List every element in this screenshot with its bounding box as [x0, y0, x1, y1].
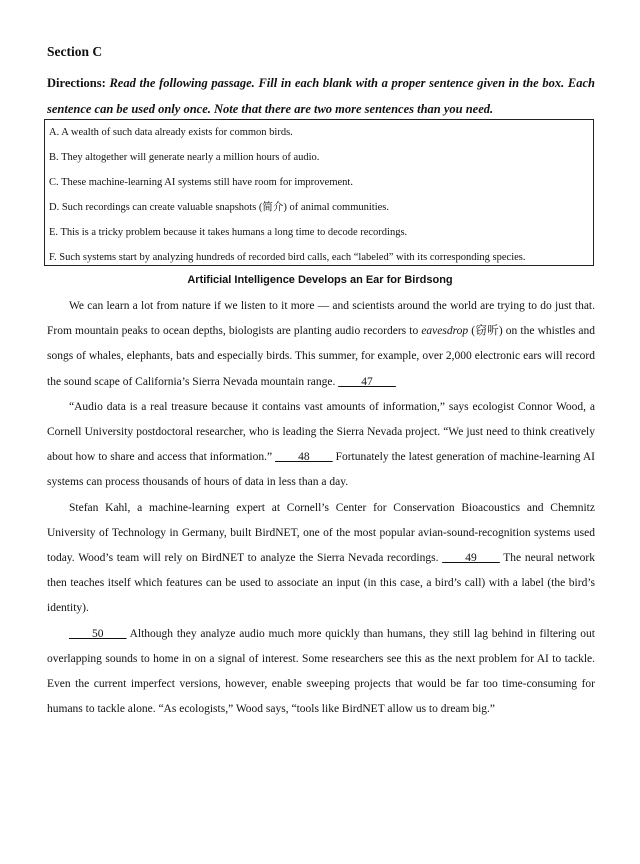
paragraph-4: [47, 622, 595, 723]
option-d: D. Such recordings can create valuable snapshots (简介) of animal communities.: [49, 202, 389, 213]
p2-text-a: “Audio data is a real treasure because it contains vast amounts of information,” says ecologist Connor Wood, a Cornell University postdoctoral researcher, who is leading the Sierra Nevada project. “We just need to think creatively about how to share and access that information.”: [47, 400, 595, 464]
paragraph-3: [47, 496, 595, 622]
blank-47: ____47____: [338, 375, 396, 388]
paragraph-1: [47, 294, 595, 395]
directions: [47, 70, 595, 122]
blank-49: ____49____: [442, 552, 500, 565]
section-title: Section C: [47, 44, 103, 59]
paragraph-2: [47, 395, 595, 496]
p4-text-a: Although they analyze audio much more quickly than humans, they still lag behind in filtering out overlapping sounds to home in on a signal of interest. Some researchers see this as the next problem for AI to tackle. Even the current imperfect versions, however, enable sweeping projects that would be far too time-consuming for humans to tackle alone. “As ecologists,” Wood says, “tools like BirdNET allow us to dream big.”: [47, 627, 595, 716]
blank-48: ____48____: [275, 451, 333, 464]
option-b: B. They altogether will generate nearly a million hours of audio.: [49, 152, 320, 163]
passage: [47, 294, 595, 722]
options-box: [44, 119, 594, 266]
option-c: C. These machine-learning AI systems still have room for improvement.: [49, 177, 353, 188]
option-f: F. Such systems start by analyzing hundreds of recorded bird calls, each “labeled” with its corresponding species.: [49, 252, 526, 263]
p3-text-b: The neural network then teaches itself which features can be used to associate an input (in this case, a bird’s call) with a label (the bird’s identity).: [47, 552, 595, 615]
p1-gloss: (窃听): [468, 325, 503, 338]
p2-text-b: Fortunately the latest generation of machine-learning AI systems can process thousands of hours of data in less than a day.: [47, 451, 595, 489]
blank-50: ____50____: [69, 627, 127, 640]
p3-text-a: Stefan Kahl, a machine-learning expert at Cornell’s Center for Conservation Bioacoustics and Chemnitz University of Technology in Germany, built BirdNET, one of the most popular avian-sound-recognition systems used today. Wood’s team will rely on BirdNET to analyze the Sierra Nevada recordings.: [47, 501, 595, 565]
option-e: E. This is a tricky problem because it takes humans a long time to decode recordings.: [49, 227, 408, 238]
p1-eavesdrop: eavesdrop: [421, 325, 469, 338]
directions-body: Read the following passage. Fill in each blank with a proper sentence given in the box. Each sentence can be used only once. Note that there are two more sentences than you need.: [47, 76, 595, 116]
p1-text-b: on the whistles and songs of whales, elephants, bats and especially birds. This summer, for example, over 2,000 electronic ears will record the sound scape of California’s Sierra Nevada mountain range.: [47, 325, 595, 388]
p1-text-a: We can learn a lot from nature if we listen to it more — and scientists around the world are trying to do just that. From mountain peaks to ocean depths, biologists are planting audio recorders to: [47, 300, 595, 338]
option-a: A. A wealth of such data already exists for common birds.: [49, 127, 293, 138]
directions-lead: Directions:: [47, 76, 106, 90]
article-title: Artificial Intelligence Develops an Ear for Birdsong: [187, 274, 453, 286]
